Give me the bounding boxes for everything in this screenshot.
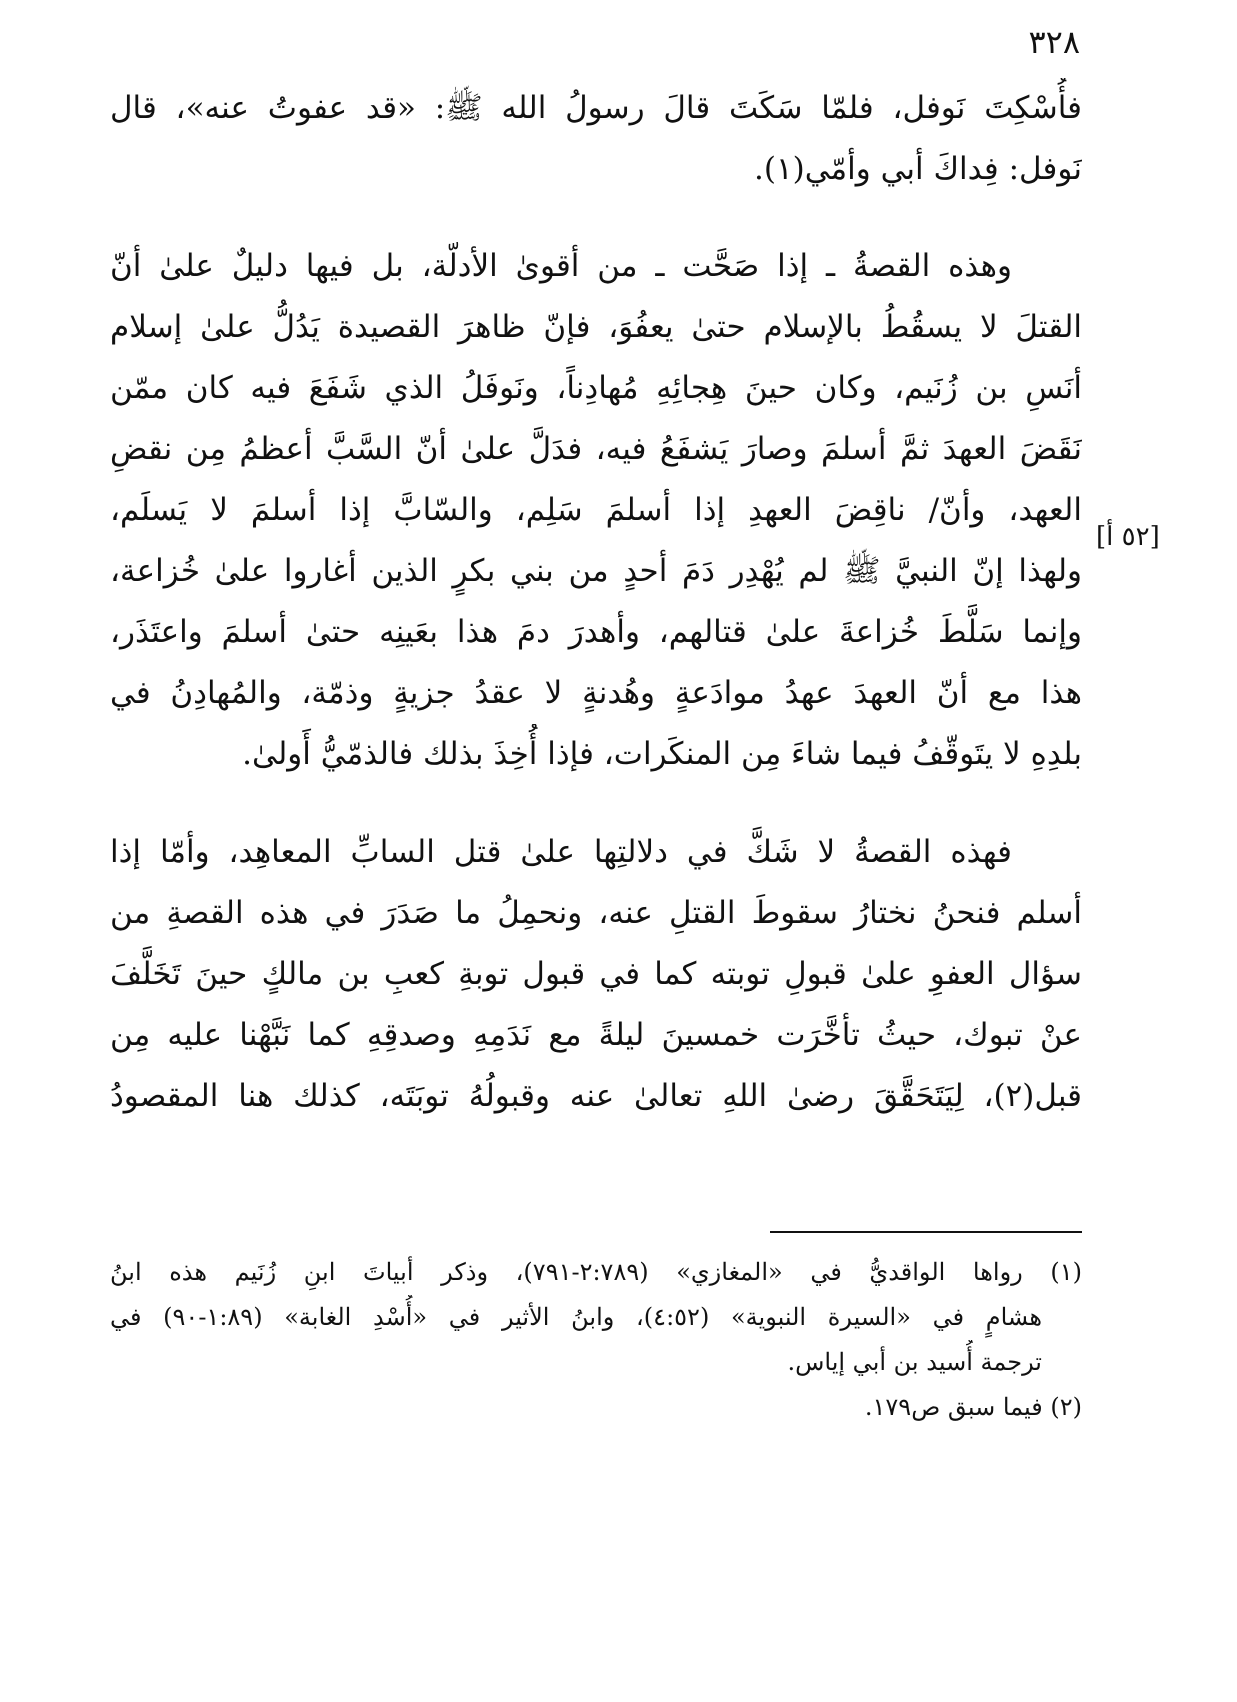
text-line: وإنما سَلَّطَ خُزاعةَ علىٰ قتالهم، وأهدرَ دمَ هذا بعَينِه حتىٰ أسلمَ واعتَذَر، xyxy=(110,614,1082,650)
paragraph-2 xyxy=(110,236,1082,785)
text-line: بلدِهِ لا يتَوقّفُ فيما شاءَ مِن المنكَرات، فإذا أُخِذَ بذلك فالذمّيُّ أَولىٰ. xyxy=(242,736,1082,772)
footnote-line: (٢) فيما سبق ص١٧٩. xyxy=(864,1393,1082,1421)
paragraph-3 xyxy=(110,822,1082,1127)
text-line: ولهذا إنّ النبيَّ ﷺ لم يُهْدِر دَمَ أحدٍ من بني بكرٍ الذين أغاروا علىٰ خُزاعة، xyxy=(110,553,1082,589)
text-line: نَوفل: فِداكَ أبي وأمّي(١). xyxy=(753,151,1082,187)
footnote-line: ترجمة أُسيد بن أبي إياس. xyxy=(787,1348,1042,1376)
text-line: هذا مع أنّ العهدَ عهدُ موادَعةٍ وهُدنةٍ لا عقدُ جزيةٍ وذمّة، والمُهادِنُ في xyxy=(110,675,1082,711)
manuscript-folio-marker: [٥٢ أ] xyxy=(1096,522,1160,552)
footnote-separator xyxy=(770,1231,1082,1233)
text-line: أنَسِ بن زُنَيم، وكان حينَ هِجائِهِ مُهادِناً، ونَوفَلُ الذي شَفَعَ فيه كان ممّن xyxy=(110,370,1082,406)
footnotes xyxy=(110,1250,1082,1430)
text-line: وهذه القصةُ ـ إذا صَحَّت ـ من أقوىٰ الأدلّة، بل فيها دليلٌ علىٰ أنّ xyxy=(110,248,1012,284)
text-line: فأُسْكِتَ نَوفل، فلمّا سَكَتَ قالَ رسولُ الله ﷺ: «قد عفوتُ عنه»، قال xyxy=(110,90,1082,126)
text-line: فهذه القصةُ لا شَكَّ في دلالتِها علىٰ قتل السابِّ المعاهِد، وأمّا إذا xyxy=(110,834,1012,870)
text-line: قبل(٢)، لِيَتَحَقَّقَ رضىٰ اللهِ تعالىٰ عنه وقبولُهُ توبَتَه، كذلك هنا المقصودُ xyxy=(110,1078,1082,1114)
text-line: سؤال العفوِ علىٰ قبولِ توبته كما في قبول توبةِ كعبِ بن مالكٍ حينَ تَخَلَّفَ xyxy=(110,956,1082,992)
text-line: القتلَ لا يسقُطُ بالإسلام حتىٰ يعفُوَ، فإنّ ظاهرَ القصيدة يَدُلُّ علىٰ إسلام xyxy=(110,309,1082,345)
footnote-line: هشامٍ في «السيرة النبوية» (٤:٥٢)، وابنُ الأثير في «أُسْدِ الغابة» (١:٨٩-٩٠) في xyxy=(110,1303,1043,1331)
text-line: العهد، وأنّ/ ناقِضَ العهدِ إذا أسلمَ سَلِم، والسّابَّ إذا أسلمَ لا يَسلَم، xyxy=(110,492,1082,528)
text-line: عنْ تبوك، حيثُ تأخَّرَت خمسينَ ليلةً مع نَدَمِهِ وصدقِهِ كما نَبَّهْنا عليه مِن xyxy=(110,1017,1082,1053)
text-line: نَقَضَ العهدَ ثمَّ أسلمَ وصارَ يَشفَعُ فيه، فدَلَّ علىٰ أنّ السَّبَّ أعظمُ مِن نقضِ xyxy=(110,431,1082,467)
text-line: أسلم فنحنُ نختارُ سقوطَ القتلِ عنه، ونحمِلُ ما صَدَرَ في هذه القصةِ من xyxy=(110,895,1082,931)
footnote-line: (١) رواها الواقديُّ في «المغازي» (٢:٧٨٩-٧٩١)، وذكر أبياتَ ابنِ زُنَيم هذه ابنُ xyxy=(110,1258,1082,1286)
page-number: ٣٢٨ xyxy=(1028,23,1080,61)
paragraph-1 xyxy=(110,78,1082,200)
